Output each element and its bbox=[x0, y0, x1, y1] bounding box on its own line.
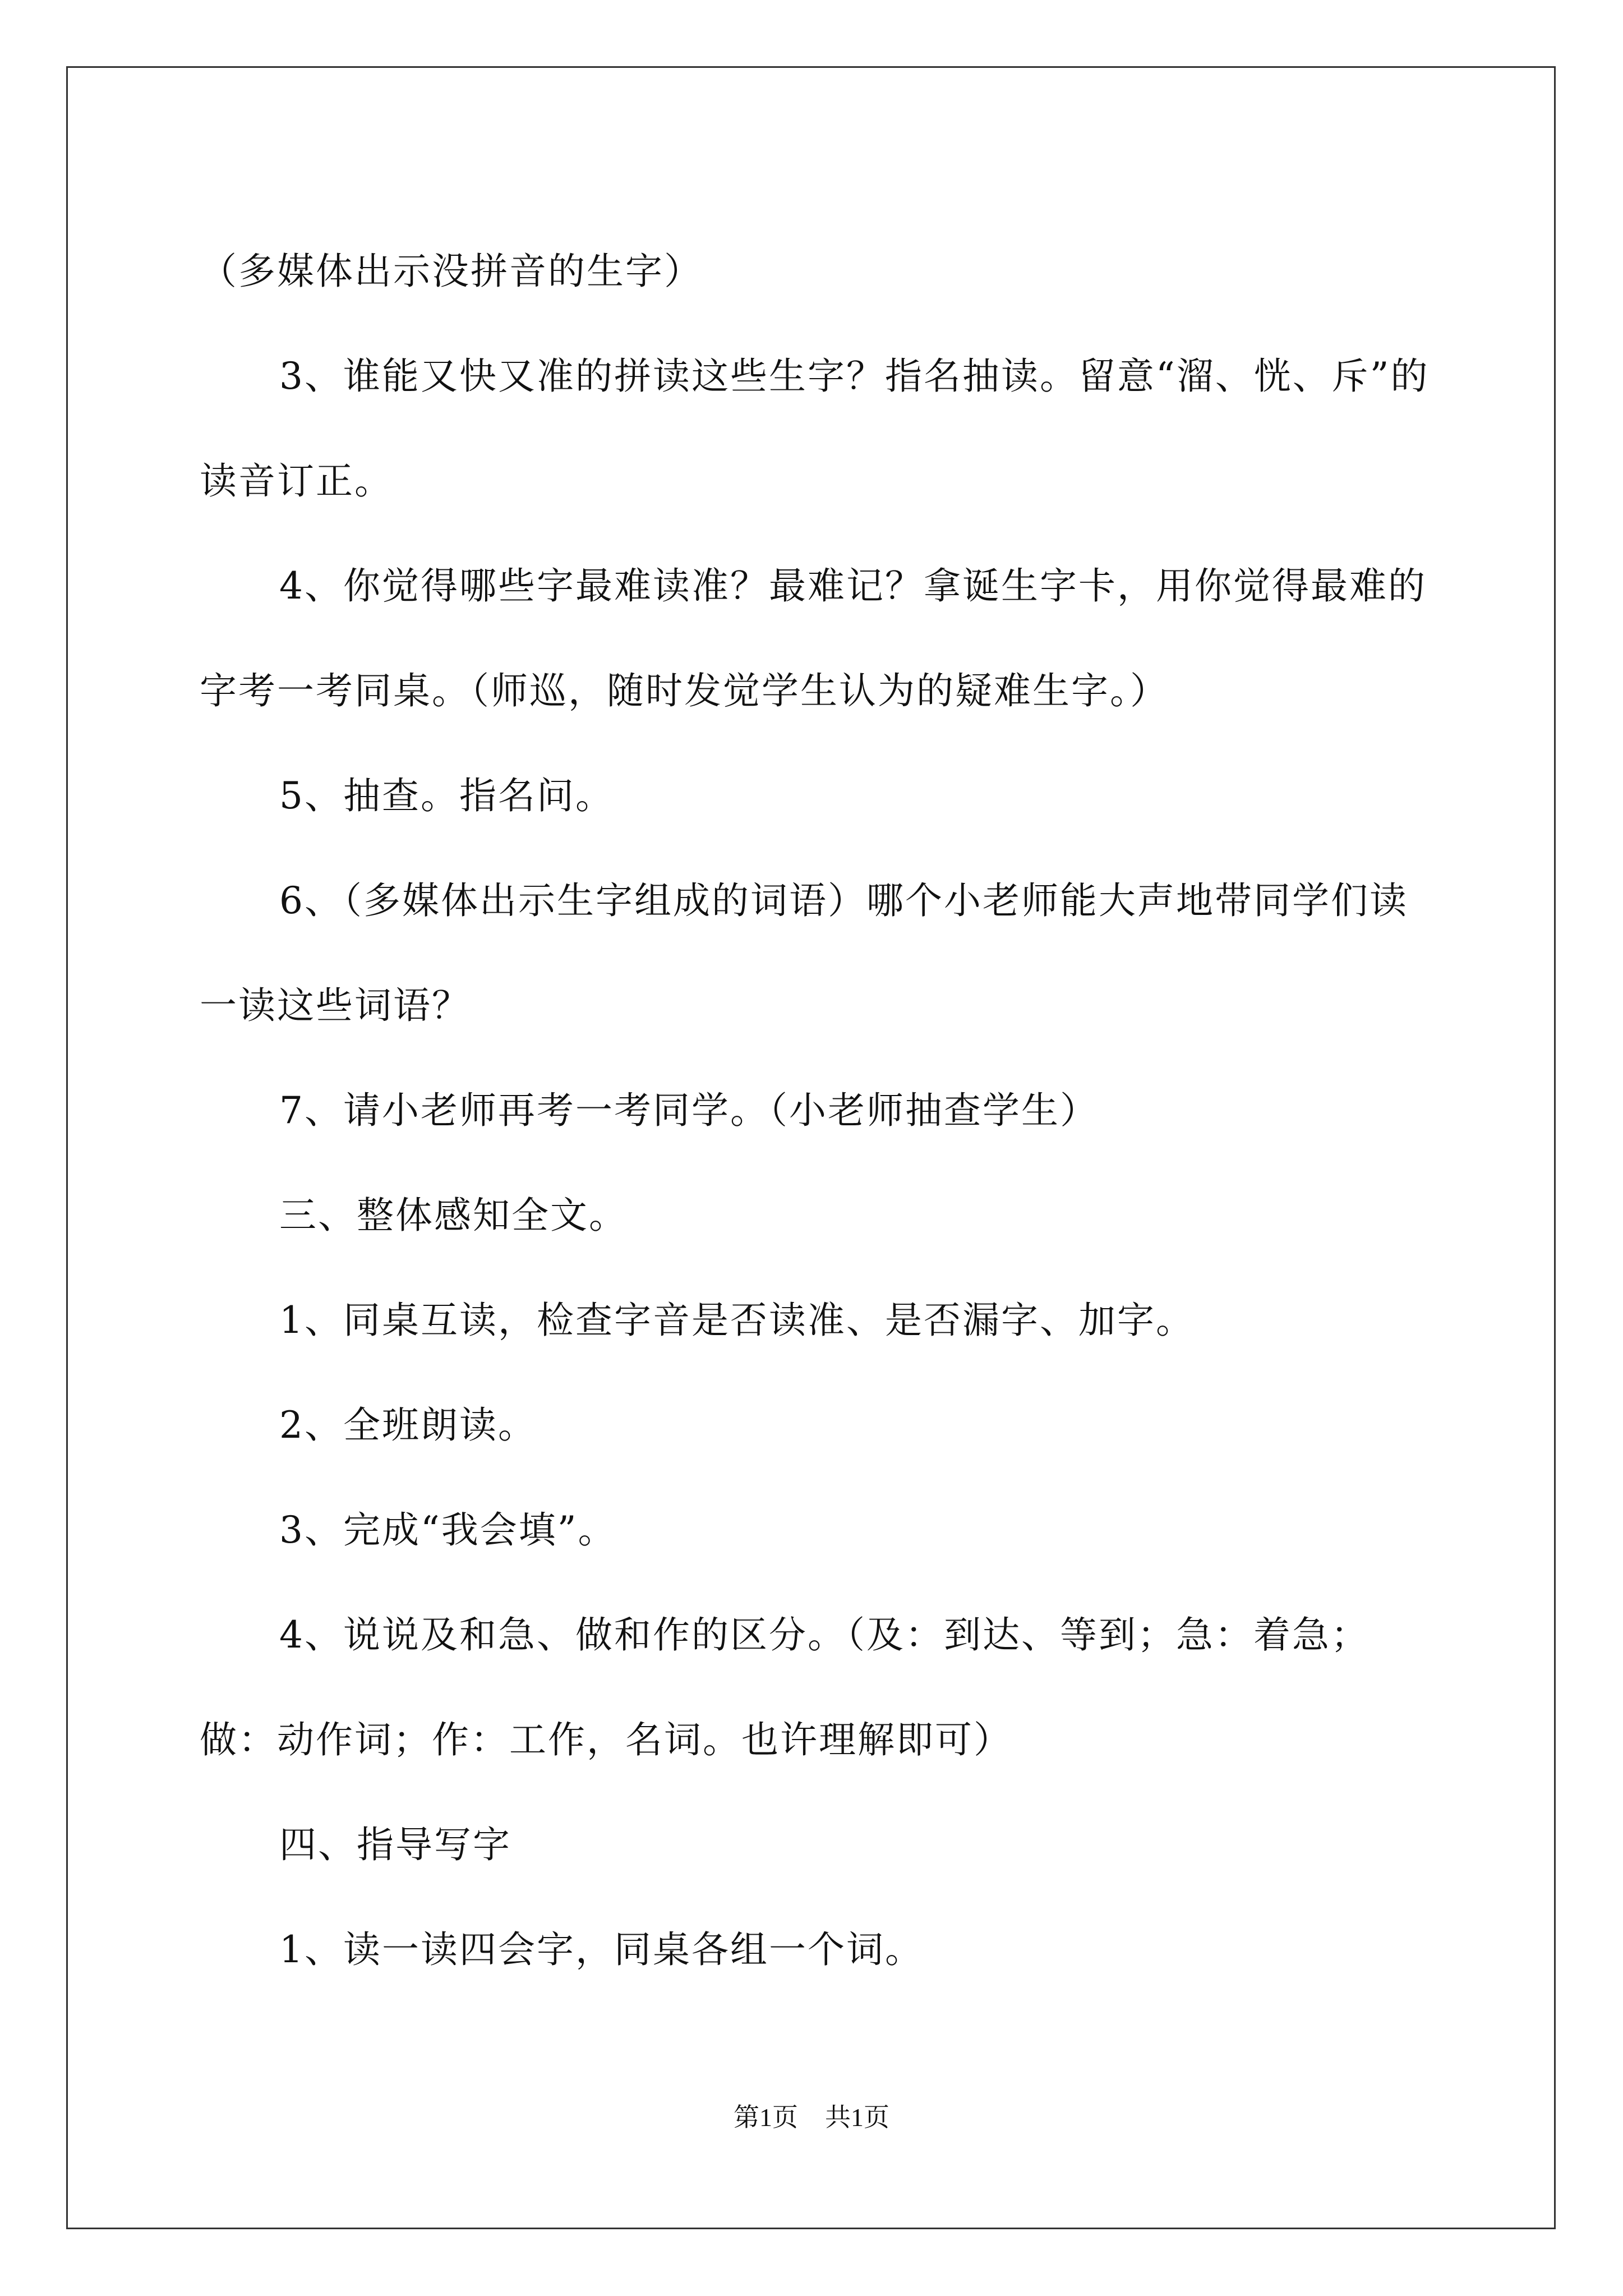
paragraph: 5、抽查。指名问。 bbox=[279, 774, 614, 817]
section-heading: 三、整体感知全文。 bbox=[279, 1194, 628, 1237]
document-body bbox=[200, 219, 1433, 2002]
paragraph: 2、全班朗读。 bbox=[279, 1404, 537, 1447]
paragraph: 3、谁能又快又准的拼读这些生字？指名抽读。留意“溜、恍、斥”的读音订正。 bbox=[200, 355, 1430, 503]
page-footer bbox=[0, 2097, 1623, 2134]
paragraph: 3、完成“我会填”。 bbox=[279, 1508, 617, 1552]
paragraph: （多媒体出示没拼音的生字） bbox=[200, 250, 703, 293]
paragraph: 4、你觉得哪些字最难读准？最难记？拿诞生字卡，用你觉得最难的字考一考同桌。（师巡，随时发觉学生认为的疑难生字。） bbox=[200, 564, 1427, 712]
page-number: 第1页 bbox=[734, 2103, 798, 2132]
paragraph: 6、（多媒体出示生字组成的词语）哪个小老师能大声地带同学们读一读这些词语？ bbox=[200, 879, 1408, 1027]
section-heading: 四、指导写字 bbox=[279, 1823, 511, 1866]
paragraph: 4、说说及和急、做和作的区分。（及：到达、等到；急：着急；做：动作词；作：工作，名词。也许理解即可） bbox=[200, 1613, 1370, 1761]
paragraph: 7、请小老师再考一考同学。（小老师抽查学生） bbox=[279, 1089, 1099, 1132]
page-total: 共1页 bbox=[825, 2103, 889, 2132]
paragraph: 1、读一读四会字，同桌各组一个词。 bbox=[279, 1928, 924, 1971]
paragraph: 1、同桌互读，检查字音是否读准、是否漏字、加字。 bbox=[279, 1299, 1195, 1342]
